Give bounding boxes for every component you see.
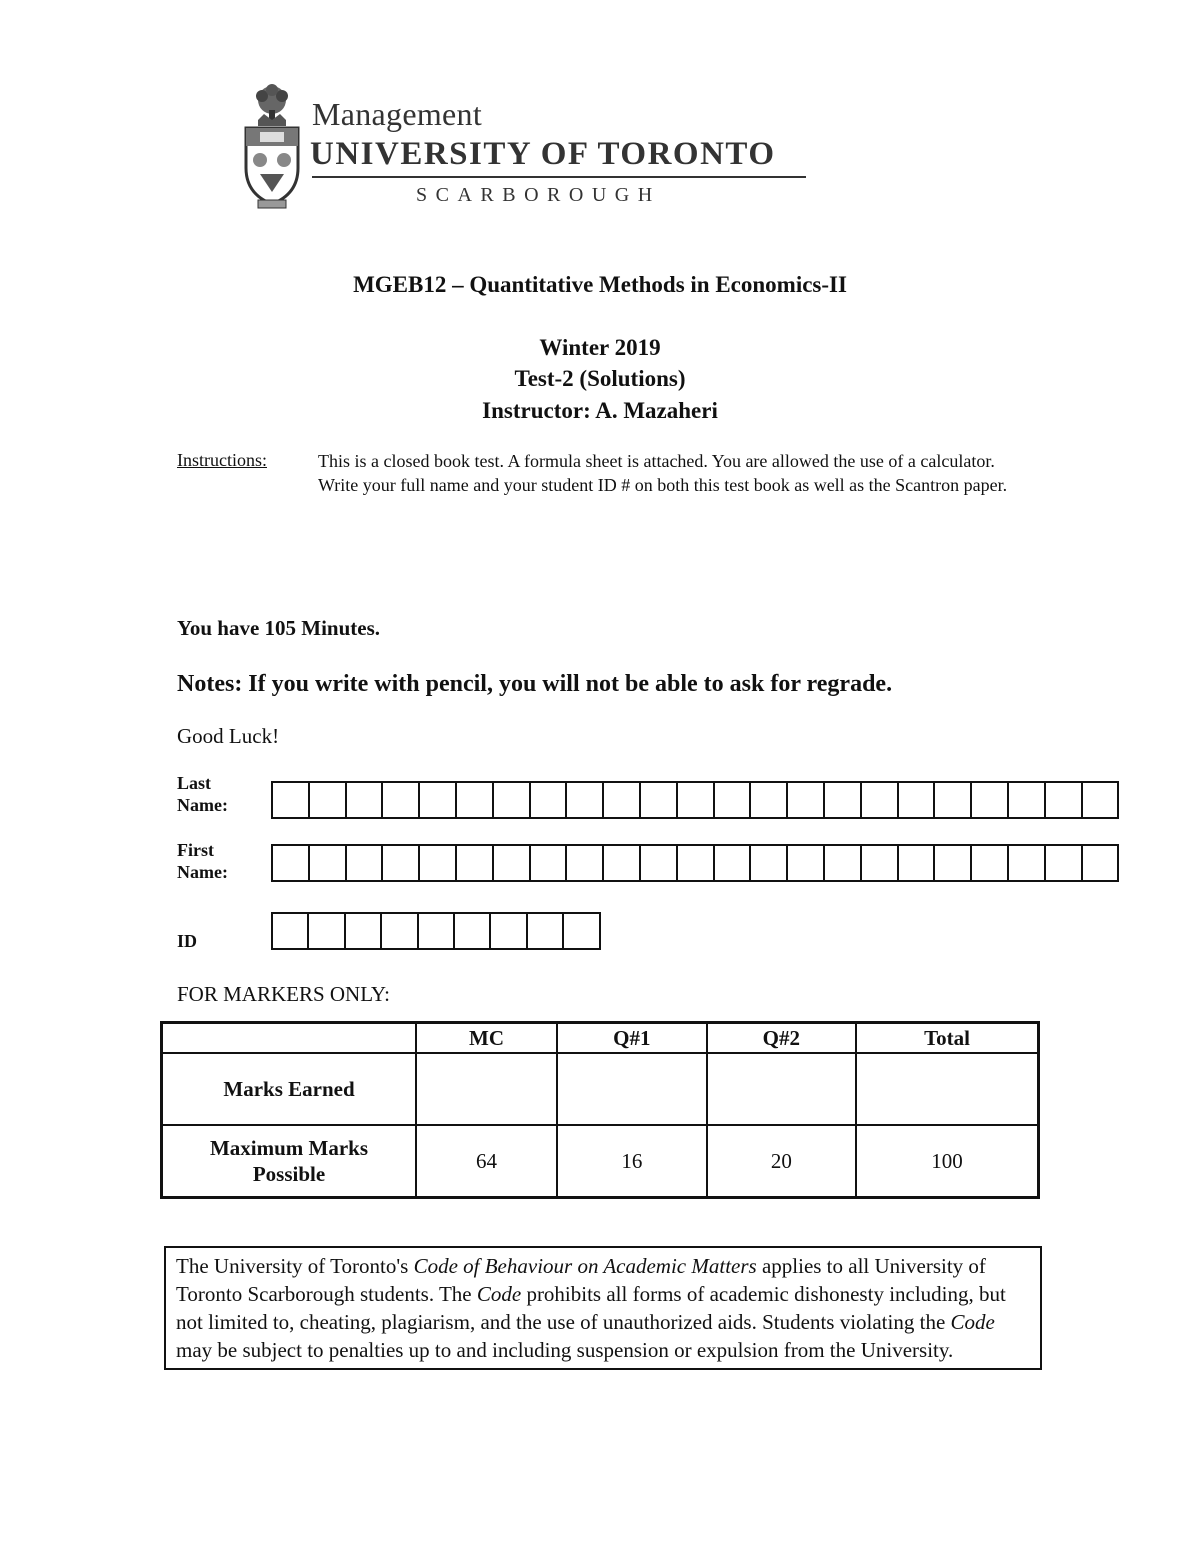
char-box[interactable] xyxy=(1009,783,1046,817)
char-box[interactable] xyxy=(899,846,936,880)
notice-text: The University of Toronto's xyxy=(176,1254,414,1278)
notice-italic: Code xyxy=(950,1310,995,1334)
good-luck: Good Luck! xyxy=(177,724,280,748)
notice-italic: Code of Behaviour on Academic Matters xyxy=(413,1254,757,1278)
test-title: Test-2 (Solutions) xyxy=(514,366,686,391)
char-box[interactable] xyxy=(788,846,825,880)
char-box[interactable] xyxy=(1083,783,1120,817)
char-box[interactable] xyxy=(641,783,678,817)
char-box[interactable] xyxy=(457,846,494,880)
char-box[interactable] xyxy=(972,846,1009,880)
instruction-line: Write your full name and your student ID # on both this test book as well as the Scantron paper. xyxy=(318,474,1008,495)
char-box[interactable] xyxy=(604,783,641,817)
char-box[interactable] xyxy=(862,783,899,817)
term-title: Winter 2019 xyxy=(539,335,661,360)
char-box[interactable] xyxy=(715,783,752,817)
max-q1: 16 xyxy=(557,1125,707,1198)
notice-text: prohibits all forms of academic dishonesty including, but not limited to, cheating, plagiarism, and the use of unauthorized aids. Students violating the xyxy=(176,1282,1006,1334)
brand-management: Management xyxy=(312,96,483,132)
first-name-label xyxy=(177,839,228,883)
char-box[interactable] xyxy=(825,846,862,880)
last-name-boxes[interactable] xyxy=(271,781,1119,819)
char-box[interactable] xyxy=(310,783,347,817)
char-box[interactable] xyxy=(347,783,384,817)
char-box[interactable] xyxy=(383,846,420,880)
char-box[interactable] xyxy=(457,783,494,817)
max-total: 100 xyxy=(856,1125,1038,1198)
brand-campus: SCARBOROUGH xyxy=(416,184,661,206)
first-name-boxes[interactable] xyxy=(271,844,1119,882)
char-box[interactable] xyxy=(862,846,899,880)
last-name-label-line2: Name: xyxy=(177,795,228,815)
char-box[interactable] xyxy=(531,783,568,817)
char-box[interactable] xyxy=(751,783,788,817)
instruction-line: This is a closed book test. A formula sheet is attached. You are allowed the use of a calculator. xyxy=(318,451,995,471)
instructions-label: Instructions: xyxy=(177,450,267,470)
char-box[interactable] xyxy=(935,783,972,817)
char-box[interactable] xyxy=(751,846,788,880)
col-header-q2: Q#2 xyxy=(707,1023,857,1054)
earned-cell[interactable] xyxy=(416,1053,557,1125)
university-logo xyxy=(240,84,820,214)
time-note: You have 105 Minutes. xyxy=(177,616,381,640)
char-box[interactable] xyxy=(567,846,604,880)
id-label: ID xyxy=(177,931,198,951)
notice-text: may be subject to penalties up to and including suspension or expulsion from the University. xyxy=(176,1338,954,1362)
char-box[interactable] xyxy=(420,846,457,880)
char-box[interactable] xyxy=(420,783,457,817)
char-box[interactable] xyxy=(788,783,825,817)
crest-icon xyxy=(240,84,304,212)
char-box[interactable] xyxy=(383,783,420,817)
char-box[interactable] xyxy=(309,914,345,948)
earned-cell[interactable] xyxy=(707,1053,857,1125)
col-header-mc: MC xyxy=(416,1023,557,1054)
brand-university: UNIVERSITY OF TORONTO xyxy=(310,136,776,172)
markers-title: FOR MARKERS ONLY: xyxy=(177,982,391,1006)
earned-cell[interactable] xyxy=(856,1053,1038,1125)
char-box[interactable] xyxy=(273,914,309,948)
char-box[interactable] xyxy=(455,914,491,948)
id-boxes[interactable] xyxy=(271,912,601,950)
char-box[interactable] xyxy=(494,783,531,817)
max-mc: 64 xyxy=(416,1125,557,1198)
table-corner xyxy=(162,1023,417,1054)
char-box[interactable] xyxy=(273,783,310,817)
char-box[interactable] xyxy=(567,783,604,817)
notice-italic: Code xyxy=(476,1282,522,1306)
char-box[interactable] xyxy=(310,846,347,880)
char-box[interactable] xyxy=(1046,783,1083,817)
char-box[interactable] xyxy=(678,846,715,880)
course-title: MGEB12 – Quantitative Methods in Economics-II xyxy=(353,272,847,297)
char-box[interactable] xyxy=(1083,846,1120,880)
char-box[interactable] xyxy=(1046,846,1083,880)
char-box[interactable] xyxy=(678,783,715,817)
char-box[interactable] xyxy=(899,783,936,817)
col-header-total: Total xyxy=(856,1023,1038,1054)
first-name-label-line2: Name: xyxy=(177,862,228,882)
instructor-title: Instructor: A. Mazaheri xyxy=(482,398,718,423)
char-box[interactable] xyxy=(715,846,752,880)
row-label-max-line1: Maximum Marks xyxy=(209,1136,369,1160)
col-header-q1: Q#1 xyxy=(557,1023,707,1054)
char-box[interactable] xyxy=(491,914,527,948)
char-box[interactable] xyxy=(935,846,972,880)
char-box[interactable] xyxy=(347,846,384,880)
last-name-label xyxy=(177,772,228,816)
char-box[interactable] xyxy=(346,914,382,948)
char-box[interactable] xyxy=(419,914,455,948)
char-box[interactable] xyxy=(531,846,568,880)
row-label-max xyxy=(162,1125,417,1198)
code-of-behaviour-notice xyxy=(164,1246,1042,1370)
char-box[interactable] xyxy=(382,914,418,948)
earned-cell[interactable] xyxy=(557,1053,707,1125)
max-q2: 20 xyxy=(707,1125,857,1198)
pencil-note: Notes: If you write with pencil, you will not be able to ask for regrade. xyxy=(177,671,893,697)
row-label-earned: Marks Earned xyxy=(162,1053,417,1125)
char-box[interactable] xyxy=(825,783,862,817)
first-name-label-line1: First xyxy=(177,840,214,860)
row-label-max-line2: Possible xyxy=(252,1162,326,1186)
char-box[interactable] xyxy=(564,914,600,948)
char-box[interactable] xyxy=(494,846,531,880)
instructions-text xyxy=(318,450,1018,497)
marks-table xyxy=(160,1021,1040,1199)
brand-divider xyxy=(312,176,806,178)
notice-text: applies to all University of Toronto Scarborough students. The xyxy=(176,1254,986,1306)
char-box[interactable] xyxy=(972,783,1009,817)
char-box[interactable] xyxy=(528,914,564,948)
char-box[interactable] xyxy=(604,846,641,880)
char-box[interactable] xyxy=(641,846,678,880)
char-box[interactable] xyxy=(273,846,310,880)
char-box[interactable] xyxy=(1009,846,1046,880)
last-name-label-line1: Last xyxy=(177,773,212,793)
